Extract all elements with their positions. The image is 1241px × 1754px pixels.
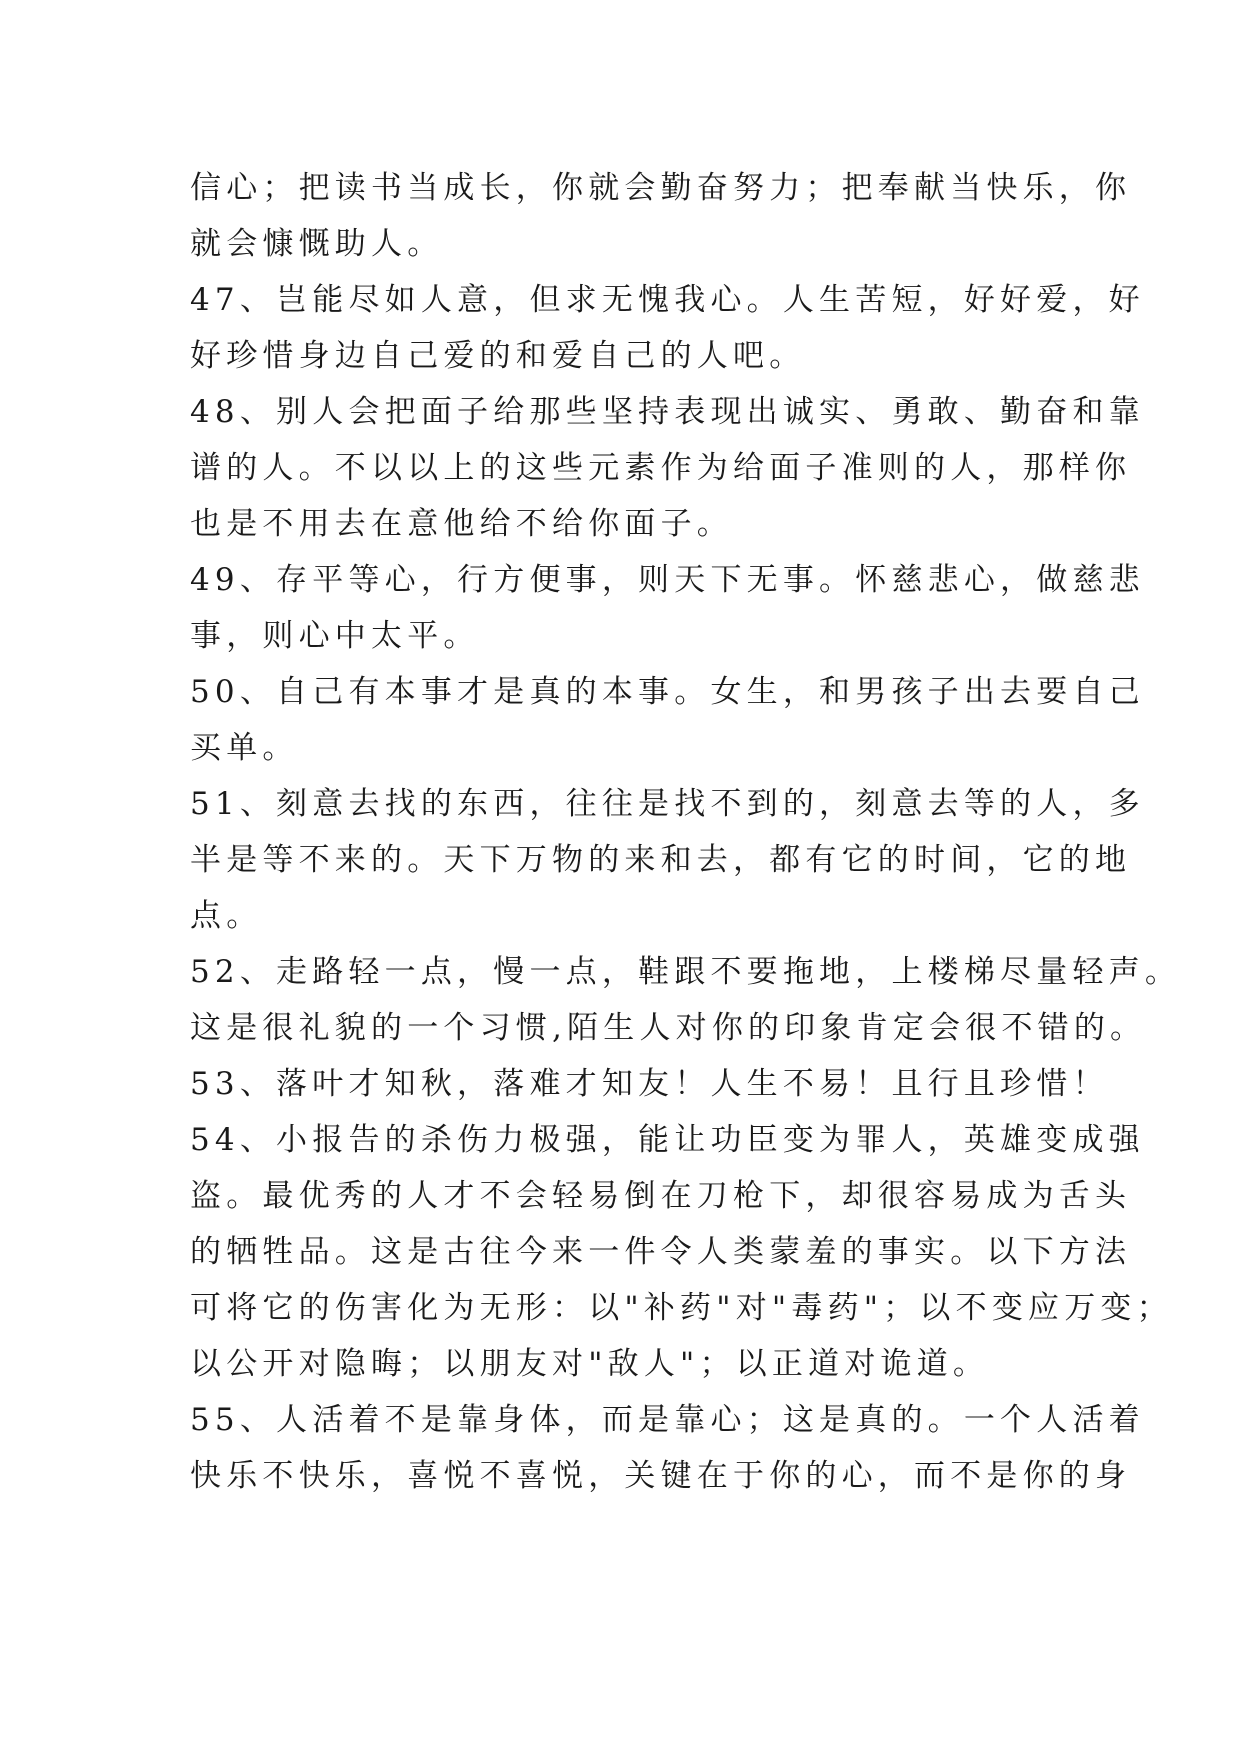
text-line: 51、刻意去找的东西，往往是找不到的，刻意去等的人，多: [190, 786, 1145, 822]
text-line: 谱的人。不以以上的这些元素作为给面子准则的人，那样你: [190, 450, 1132, 486]
text-line: 54、小报告的杀伤力极强，能让功臣变为罪人，英雄变成强: [190, 1122, 1145, 1158]
text-line: 快乐不快乐，喜悦不喜悦，关键在于你的心，而不是你的身: [190, 1458, 1132, 1494]
text-line: 48、别人会把面子给那些坚持表现出诚实、勇敢、勤奋和靠: [190, 394, 1145, 430]
text-line: 55、人活着不是靠身体，而是靠心；这是真的。一个人活着: [190, 1402, 1145, 1438]
text-line: 这是很礼貌的一个习惯,陌生人对你的印象肯定会很不错的。: [190, 1010, 1147, 1046]
text-line: 半是等不来的。天下万物的来和去，都有它的时间，它的地: [190, 842, 1132, 878]
text-line: 47、岂能尽如人意，但求无愧我心。人生苦短，好好爱，好: [190, 282, 1145, 318]
document-body: [190, 160, 1182, 1504]
text-line: 事，则心中太平。: [190, 618, 480, 654]
text-line: 49、存平等心，行方便事，则天下无事。怀慈悲心，做慈悲: [190, 562, 1145, 598]
text-line: 就会慷慨助人。: [190, 226, 444, 262]
text-line: 50、自己有本事才是真的本事。女生，和男孩子出去要自己: [190, 674, 1145, 710]
text-line: 信心；把读书当成长，你就会勤奋努力；把奉献当快乐，你: [190, 170, 1132, 206]
text-line: 53、落叶才知秋，落难才知友！人生不易！且行且珍惜！: [190, 1066, 1109, 1102]
text-line: 也是不用去在意他给不给你面子。: [190, 506, 733, 542]
text-line: 盗。最优秀的人才不会轻易倒在刀枪下，却很容易成为舌头: [190, 1178, 1132, 1214]
text-line: 的牺牲品。这是古往今来一件令人类蒙羞的事实。以下方法: [190, 1234, 1132, 1270]
text-line: 以公开对隐晦；以朋友对"敌人"；以正道对诡道。: [190, 1346, 990, 1382]
text-line: 可将它的伤害化为无形：以"补药"对"毒药"；以不变应万变；: [190, 1290, 1173, 1326]
text-line: 点。: [190, 898, 263, 934]
text-line: 52、走路轻一点，慢一点，鞋跟不要拖地，上楼梯尽量轻声。: [190, 954, 1182, 990]
text-line: 好珍惜身边自己爱的和爱自己的人吧。: [190, 338, 806, 374]
text-line: 买单。: [190, 730, 299, 766]
